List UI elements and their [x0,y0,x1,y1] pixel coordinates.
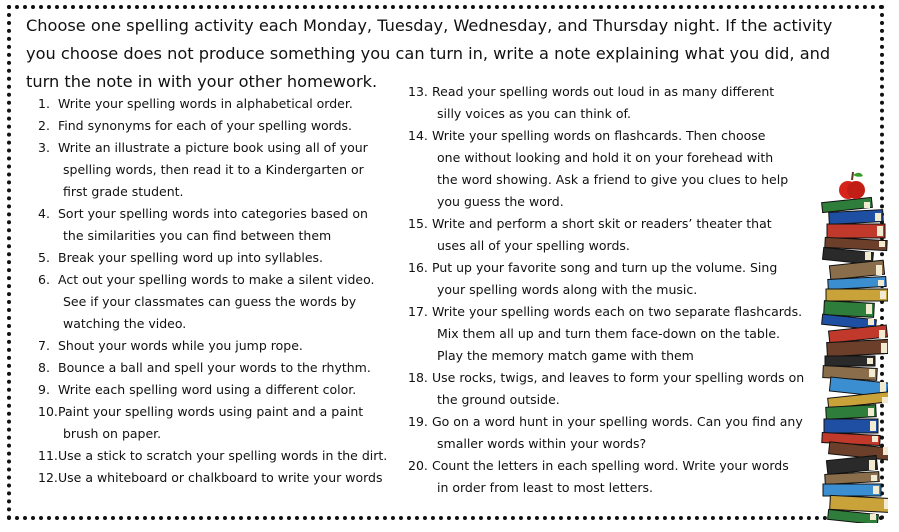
activity-item [38,379,398,401]
activity-text-line: uses all of your spelling words. [437,238,630,253]
book-pages [879,330,885,338]
activity-text-line: Write your spelling words on flashcards. Then choose [432,128,766,143]
activity-item [38,137,398,203]
activity-item [38,115,398,137]
activity-text-line: Play the memory match game with them [437,348,694,363]
activity-text-line: Write an illustrate a picture book using all of your [58,140,368,155]
activity-item [408,301,808,367]
activity-number: 19. [408,414,428,429]
activity-text-line: brush on paper. [63,426,162,441]
activity-item [408,81,808,125]
activity-item [408,257,808,301]
activity-text-line: See if your classmates can guess the words by [63,294,357,309]
book-pages [868,408,874,416]
book-pages [868,319,874,325]
activity-number: 20. [408,458,428,473]
book-pages [877,226,883,236]
activity-text-line: Act out your spelling words to make a silent video. [58,272,375,287]
activity-number: 13. [408,84,428,99]
book-pages [869,369,875,377]
activity-text-line: Use a whiteboard or chalkboard to write your words [58,470,383,485]
activity-text-line: Shout your words while you jump rope. [58,338,303,353]
activity-item [38,269,398,335]
activity-item [408,125,808,213]
book-spine [823,484,881,496]
activity-text-line: Write each spelling word using a different color. [58,382,357,397]
activity-number: 11. [38,448,58,463]
activity-item [38,401,398,445]
activity-text-line: Write your spelling words in alphabetical order. [58,96,353,111]
activity-text-line: Put up your favorite song and turn up the volume. Sing [432,260,778,275]
book-pages [871,475,877,481]
book-pages [869,460,875,470]
activity-text-line: Write and perform a short skit or readers’ theater that [432,216,772,231]
activity-number: 16. [408,260,428,275]
book-pages [882,397,888,403]
activity-item [408,367,808,411]
activity-list-right [408,81,808,499]
activity-number: 4. [38,206,50,221]
activity-text-line: watching the video. [63,316,187,331]
activity-number: 18. [408,370,428,385]
activity-item [38,247,398,269]
activity-text-line: in order from least to most letters. [437,480,653,495]
activity-number: 1. [38,96,50,111]
book-pages [876,265,882,275]
activity-text-line: Count the letters in each spelling word. Write your words [432,458,789,473]
activity-text-line: first grade student. [63,184,184,199]
activity-text-line: Go on a word hunt in your spelling words. Can you find any [432,414,803,429]
activity-text-line: the ground outside. [437,392,560,407]
book-pages [884,499,888,509]
activity-text-line: Read your spelling words out loud in as many different [432,84,775,99]
book-pages [880,382,886,392]
activity-text-line: smaller words within your words? [437,436,647,451]
activity-text-line: spelling words, then read it to a Kindergarten or [63,162,364,177]
activity-number: 10. [38,404,58,419]
book-pages [880,291,886,299]
instructions-paragraph: Choose one spelling activity each Monday, Tuesday, Wednesday, and Thursday night. If the activity you choose does not produce something you can turn in, write a note explaining what you did, and turn the note in with your other homework. [26,16,833,91]
book-pages [878,280,884,286]
activity-number: 12. [38,470,58,485]
activity-number: 9. [38,382,50,397]
book-spine [827,339,888,356]
book-pages [872,436,878,442]
book-pages [875,213,881,221]
activity-text-line: the similarities you can find between them [63,228,332,243]
activity-number: 15. [408,216,428,231]
book-spine [826,289,888,301]
activity-text-line: Break your spelling word up into syllables. [58,250,324,265]
activity-text-line: Paint your spelling words using paint and a paint [58,404,364,419]
activity-item [38,93,398,115]
book-pages [866,304,872,314]
book-pages [870,421,876,431]
activity-text-line: Find synonyms for each of your spelling words. [58,118,353,133]
activity-number: 6. [38,272,50,287]
activity-text-line: Bounce a ball and spell your words to the rhythm. [58,360,371,375]
apple-icon [839,172,865,199]
activity-text-line: Use rocks, twigs, and leaves to form your spelling words on [432,370,805,385]
book-pages [879,241,885,247]
book-pages [865,252,871,260]
book-pages [883,447,888,455]
activity-item [38,445,398,467]
activity-item [38,335,398,357]
activity-item [38,203,398,247]
activity-item [38,357,398,379]
book-pages [870,514,876,520]
activity-text-line: Sort your spelling words into categories based on [58,206,368,221]
activity-number: 14. [408,128,428,143]
activity-text-line: you guess the word. [437,194,564,209]
activity-text-line: your spelling words along with the music. [437,282,698,297]
activity-number: 3. [38,140,50,155]
activity-item [408,455,808,499]
activity-item [408,411,808,455]
book-pages [881,343,887,353]
activity-list-left [38,93,398,489]
activity-number: 7. [38,338,50,353]
activity-text-line: Use a stick to scratch your spelling words in the dirt. [58,448,388,463]
activity-number: 17. [408,304,428,319]
book-spine [824,419,878,433]
activity-number: 8. [38,360,50,375]
activity-number: 5. [38,250,50,265]
activity-item [408,213,808,257]
book-pages [867,358,873,364]
book-pages [864,202,870,208]
activity-text-line: silly voices as you can think of. [437,106,631,121]
activity-text-line: the word showing. Ask a friend to give you clues to help [437,172,789,187]
activity-text-line: Mix them all up and turn them face-down on the table. [437,326,780,341]
activity-text-line: Write your spelling words each on two separate flashcards. [432,304,803,319]
activity-number: 2. [38,118,50,133]
activity-item [38,467,398,489]
stack-of-books-with-apple-icon [818,168,888,523]
activity-text-line: one without looking and hold it on your forehead with [437,150,774,165]
book-spine [827,224,885,238]
book-pages [873,486,879,494]
